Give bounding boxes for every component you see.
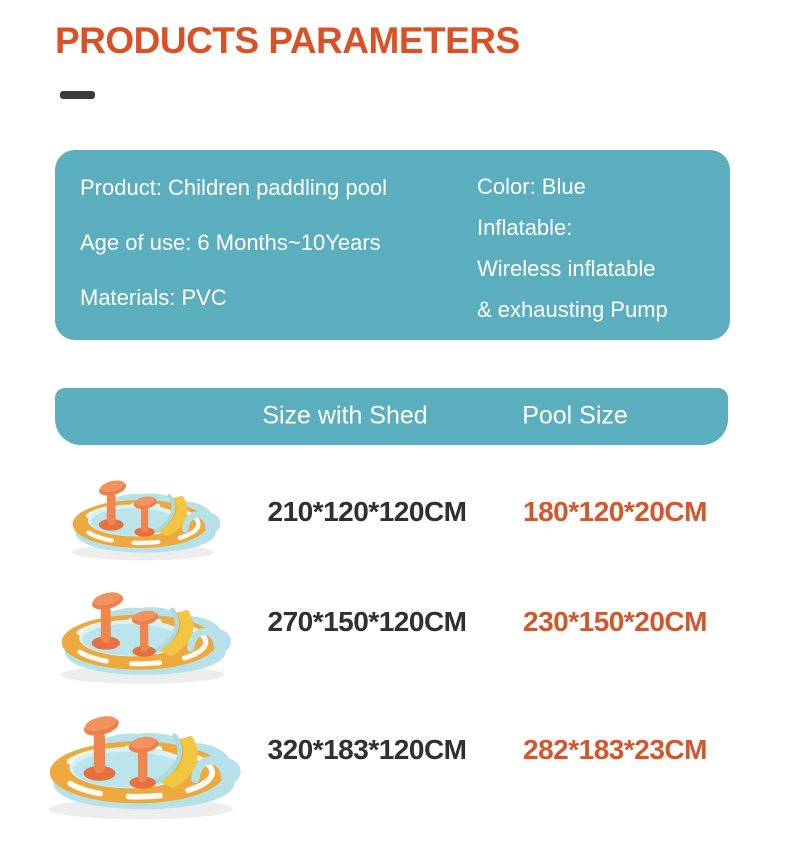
param-materials: Materials: PVC [80, 285, 227, 310]
title-underline-dash [60, 91, 95, 99]
pool-photo-medium [44, 578, 236, 688]
param-age-of-use: Age of use: 6 Months~10Years [80, 230, 381, 255]
column-header-size-with-shed: Size with Shed [262, 401, 428, 430]
parameters-right-column [477, 166, 668, 330]
parameters-card [55, 150, 730, 340]
parameters-left-column [80, 160, 387, 325]
size-with-shed-row1: 210*120*120CM [267, 496, 467, 527]
param-product: Product: Children paddling pool [80, 175, 387, 200]
param-inflatable-label: Inflatable: [477, 215, 573, 240]
pool-photo-small [57, 468, 225, 564]
param-inflatable-line3: & exhausting Pump [477, 297, 668, 322]
param-inflatable-line2: Wireless inflatable [477, 256, 656, 281]
pool-photo-large [30, 700, 246, 824]
param-color: Color: Blue [477, 174, 586, 199]
pool-size-row3: 282*183*23CM [523, 734, 707, 765]
size-table-header [55, 388, 728, 445]
pool-size-row1: 180*120*20CM [523, 496, 707, 527]
pool-size-row2: 230*150*20CM [523, 606, 707, 637]
size-with-shed-row3: 320*183*120CM [267, 734, 467, 765]
page-title: PRODUCTS PARAMETERS [55, 20, 520, 61]
size-with-shed-row2: 270*150*120CM [267, 606, 467, 637]
column-header-pool-size: Pool Size [522, 401, 628, 430]
